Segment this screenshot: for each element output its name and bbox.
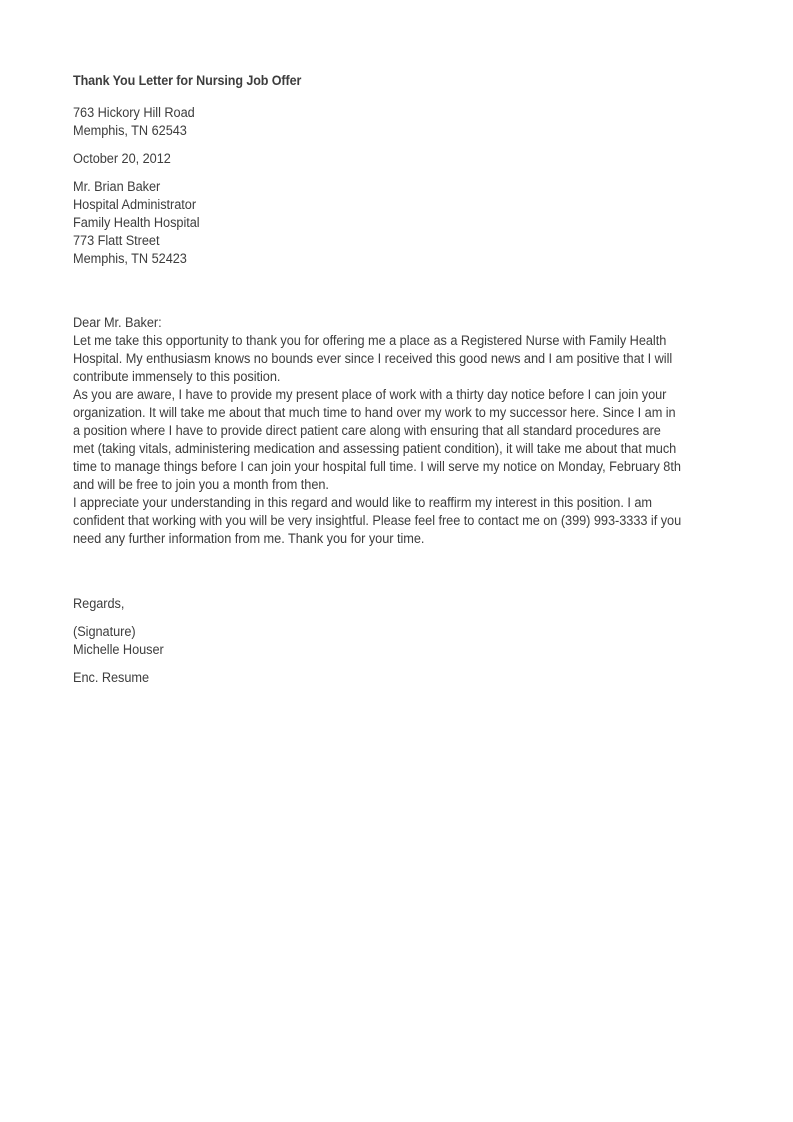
sender-street: 763 Hickory Hill Road: [73, 105, 195, 120]
sender-address-block: [73, 104, 709, 140]
paragraph-3-line-1: I appreciate your understanding in this regard and would like to reaffirm my interest in this position. I am: [73, 495, 652, 510]
paragraph-3-line-2: confident that working with you will be very insightful. Please feel free to contact me on (399) 993-3333 if you: [73, 513, 682, 528]
paragraph-2-line-4: met (taking vitals, administering medication and assessing patient condition), it will take me about that much: [73, 441, 677, 456]
paragraph-3-line-3: need any further information from me. Thank you for your time.: [73, 531, 425, 546]
paragraph-2-line-5: time to manage things before I can join your hospital full time. I will serve my notice on Monday, February 8th: [73, 459, 681, 474]
sender-city-state-zip: Memphis, TN 62543: [73, 123, 187, 138]
signature-placeholder: (Signature): [73, 624, 136, 639]
paragraph-2-line-1: As you are aware, I have to provide my present place of work with a thirty day notice before I can join your: [73, 387, 667, 402]
valediction: Regards,: [73, 596, 125, 611]
sender-name: Michelle Houser: [73, 642, 164, 657]
letter-body: [73, 72, 709, 687]
paragraph-1-line-2: Hospital. My enthusiasm knows no bounds ever since I received this good news and I am positive that I will: [73, 351, 673, 366]
enclosure-block: [73, 669, 709, 687]
recipient-street: 773 Flatt Street: [73, 233, 160, 248]
salutation-block: [73, 314, 709, 332]
paragraph-3: [73, 494, 709, 548]
enclosure-note: Enc. Resume: [73, 670, 150, 685]
paragraph-2: [73, 386, 709, 494]
page-title: Thank You Letter for Nursing Job Offer: [73, 73, 302, 88]
letter-date-block: [73, 150, 709, 168]
recipient-city-state-zip: Memphis, TN 52423: [73, 251, 187, 266]
recipient-address-block: [73, 178, 709, 268]
letter-date: October 20, 2012: [73, 151, 171, 166]
paragraph-1-line-1: Let me take this opportunity to thank you for offering me a place as a Registered Nurse with Family Health: [73, 333, 667, 348]
recipient-name: Mr. Brian Baker: [73, 179, 161, 194]
paragraph-2-line-3: a position where I have to provide direct patient care along with ensuring that all standard procedures are: [73, 423, 661, 438]
paragraph-1: [73, 332, 709, 386]
recipient-job-title: Hospital Administrator: [73, 197, 197, 212]
paragraph-2-line-6: and will be free to join you a month from then.: [73, 477, 329, 492]
salutation: Dear Mr. Baker:: [73, 315, 162, 330]
recipient-organization: Family Health Hospital: [73, 215, 200, 230]
paragraph-1-line-3: contribute immensely to this position.: [73, 369, 281, 384]
paragraph-2-line-2: organization. It will take me about that much time to hand over my work to my successor here. Since I am in: [73, 405, 676, 420]
signature-block: [73, 623, 709, 659]
valediction-block: [73, 595, 709, 613]
